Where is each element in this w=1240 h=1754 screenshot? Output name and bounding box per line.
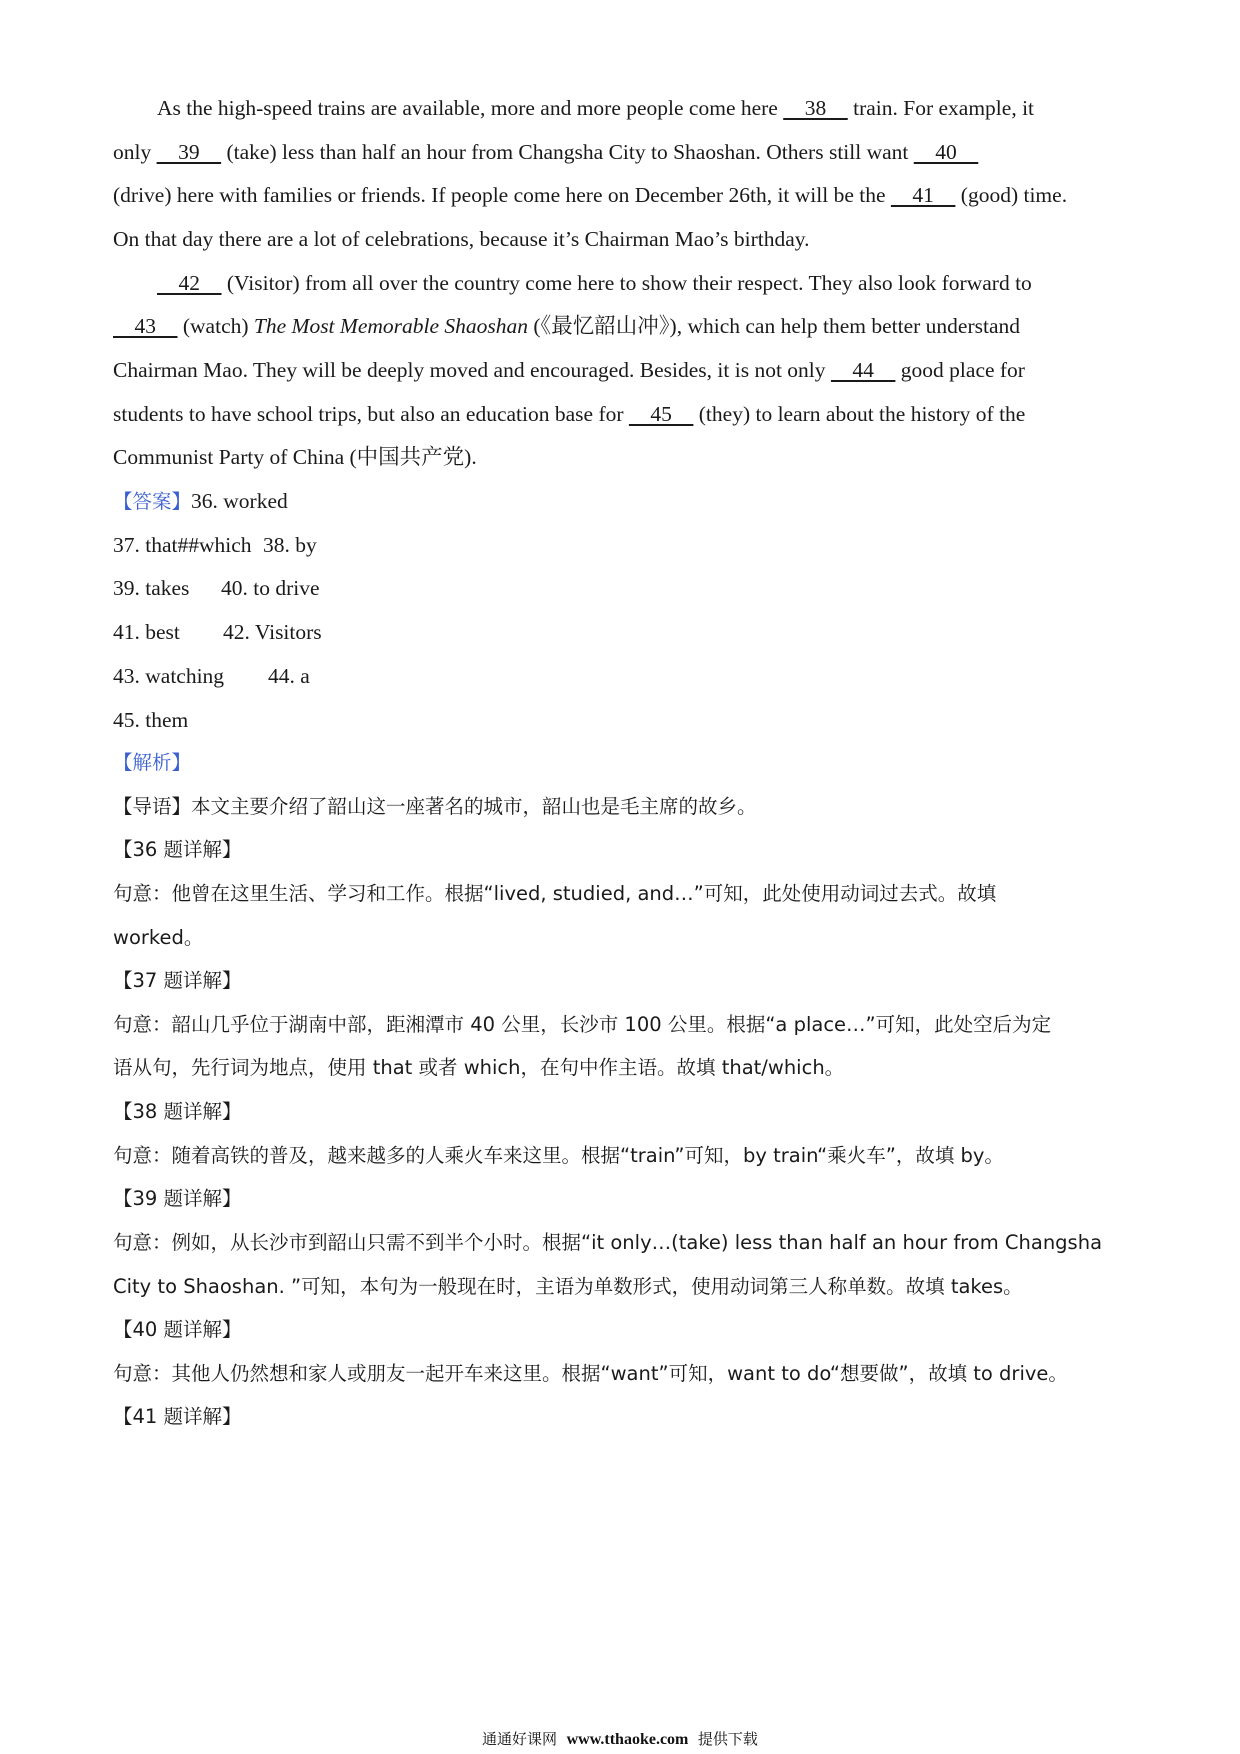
q41-heading: 【41 题详解】 — [113, 1405, 242, 1428]
answer-row — [113, 574, 1133, 602]
answer-item: 39. takes — [113, 576, 190, 600]
passage-text: As the high-speed trains are available, more and more people come here — [157, 96, 784, 120]
blank-45: 45 — [628, 402, 694, 426]
q36-heading: 【36 题详解】 — [113, 838, 242, 861]
blank-44: 44 — [830, 358, 896, 382]
passage-line — [113, 181, 1133, 209]
passage-line — [157, 269, 1177, 297]
q37-explanation: 语从句，先行词为地点，使用 that 或者 which，在句中作主语。故填 that/which。 — [113, 1056, 845, 1079]
q36-explanation: worked。 — [113, 926, 204, 949]
answer-item: 41. best — [113, 620, 180, 644]
answer-item: 42. Visitors — [223, 620, 322, 644]
answer-label: 【答案】 — [113, 490, 192, 513]
q37-explanation: 句意：韶山几乎位于湖南中部，距湘潭市 40 公里，长沙市 100 公里。根据“a place…”可知，此处空后为定 — [113, 1013, 1052, 1036]
passage-line: Communist Party of China (中国共产党). — [113, 445, 477, 469]
answer-item: 40. to drive — [221, 576, 320, 600]
answer-row — [113, 618, 1133, 646]
blank-41: 41 — [890, 183, 956, 207]
passage-text: (they) to learn about the history of the — [693, 402, 1026, 426]
analysis-intro: 【导语】本文主要介绍了韶山这一座著名的城市，韶山也是毛主席的故乡。 — [113, 795, 757, 818]
passage-text: (good) time. — [955, 183, 1068, 207]
answer-item: 44. a — [268, 664, 310, 688]
footer-url[interactable]: www.tthaoke.com — [566, 1731, 689, 1748]
passage-line — [113, 312, 1133, 340]
answer-header-line — [113, 487, 1133, 516]
film-title: The Most Memorable Shaoshan — [253, 314, 529, 338]
answer-row — [113, 531, 1133, 559]
answer-row — [113, 662, 1133, 690]
passage-text: only — [113, 140, 157, 164]
passage-line: On that day there are a lot of celebrations, because it’s Chairman Mao’s birthday. — [113, 227, 810, 251]
answer-item: 45. them — [113, 708, 189, 732]
passage-text: good place for — [895, 358, 1025, 382]
blank-38: 38 — [783, 96, 848, 120]
footer-site-name: 通通好课网 — [482, 1730, 558, 1748]
passage-text: (take) less than half an hour from Changsha City to Shaoshan. Others still want — [221, 140, 914, 164]
answer-item: 37. that##which — [113, 533, 252, 557]
q37-heading: 【37 题详解】 — [113, 969, 242, 992]
footer-suffix: 提供下载 — [697, 1730, 758, 1748]
passage-text: (《最忆韶山冲》), which can help them better understand — [528, 314, 1020, 338]
blank-40: 40 — [913, 140, 979, 164]
blank-42: 42 — [157, 271, 222, 295]
answer-row — [113, 706, 1133, 734]
analysis-label: 【解析】 — [113, 751, 192, 774]
answer-item: 38. by — [263, 533, 317, 557]
q39-heading: 【39 题详解】 — [113, 1187, 242, 1210]
q39-explanation: 句意：例如，从长沙市到韶山只需不到半个小时。根据“it only…(take) less than half an hour from Changsha — [113, 1231, 1103, 1254]
passage-line — [157, 94, 1177, 122]
q40-explanation: 句意：其他人仍然想和家人或朋友一起开车来这里。根据“want”可知，want to do“想要做”，故填 to drive。 — [113, 1362, 1068, 1385]
passage-line — [113, 400, 1133, 428]
page-footer — [0, 1728, 1240, 1749]
passage-line — [113, 138, 1133, 166]
blank-43: 43 — [113, 314, 178, 338]
passage-text: students to have school trips, but also an education base for — [113, 402, 629, 426]
passage-text: (drive) here with families or friends. If people come here on December 26th, it will be the — [113, 183, 891, 207]
passage-text: train. For example, it — [847, 96, 1035, 120]
q36-explanation: 句意：他曾在这里生活、学习和工作。根据“lived, studied, and…”可知，此处使用动词过去式。故填 — [113, 882, 997, 905]
q38-explanation: 句意：随着高铁的普及，越来越多的人乘火车来这里。根据“train”可知，by train“乘火车”，故填 by。 — [113, 1144, 1004, 1167]
passage-text: (watch) — [177, 314, 254, 338]
answer-item: 36. worked — [191, 489, 288, 513]
passage-text: (Visitor) from all over the country come here to show their respect. They also look forward to — [221, 271, 1032, 295]
q39-explanation: City to Shaoshan. ”可知，本句为一般现在时，主语为单数形式，使用动词第三人称单数。故填 takes。 — [113, 1275, 1023, 1298]
q38-heading: 【38 题详解】 — [113, 1100, 242, 1123]
blank-39: 39 — [156, 140, 222, 164]
passage-line — [113, 356, 1133, 384]
passage-text: Chairman Mao. They will be deeply moved and encouraged. Besides, it is not only — [113, 358, 831, 382]
q40-heading: 【40 题详解】 — [113, 1318, 242, 1341]
answer-item: 43. watching — [113, 664, 225, 688]
